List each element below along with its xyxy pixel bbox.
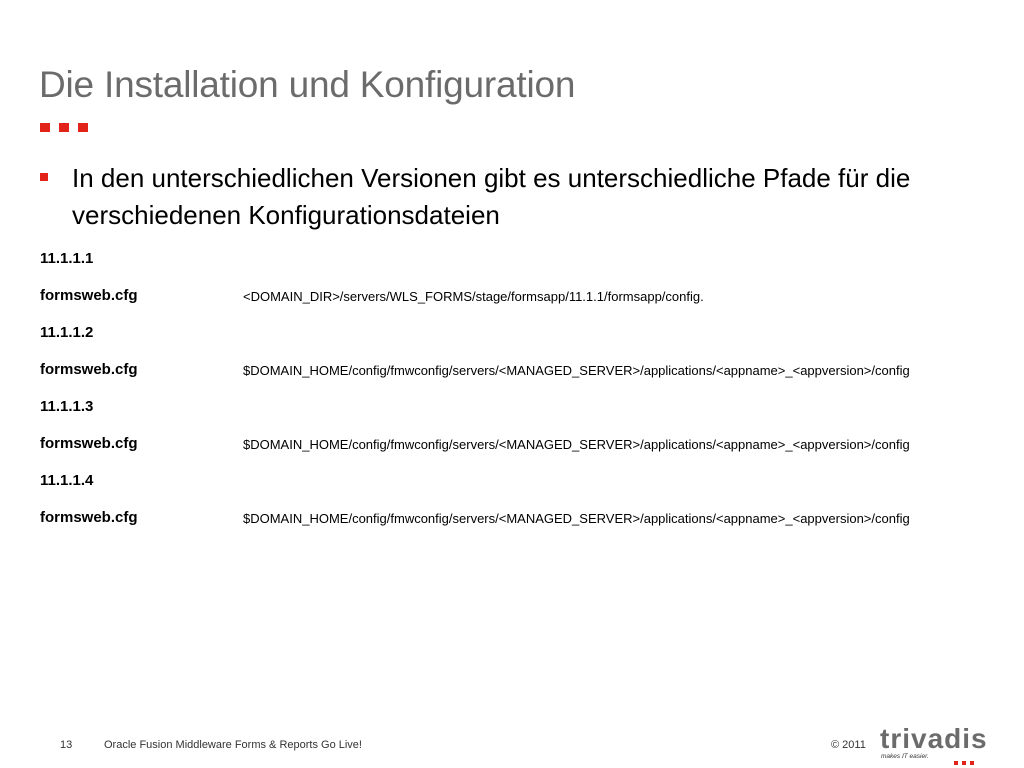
version-row [40, 398, 1000, 435]
bullet-square-icon [40, 173, 48, 181]
copyright: © 2011 [831, 739, 866, 751]
accent-dot [40, 123, 50, 132]
config-row [40, 435, 1000, 472]
row-path: $DOMAIN_HOME/config/fmwconfig/servers/<MANAGED_SERVER>/applications/<appname>_<appversion>/config [243, 437, 910, 452]
row-label: 11.1.1.4 [40, 472, 94, 489]
logo-dot [954, 761, 958, 765]
row-label: formsweb.cfg [40, 435, 138, 452]
version-row [40, 324, 1000, 361]
row-path: <DOMAIN_DIR>/servers/WLS_FORMS/stage/formsapp/11.1.1/formsapp/config. [243, 289, 704, 304]
version-row [40, 472, 1000, 509]
bullet-item [40, 160, 940, 234]
page-number: 13 [60, 739, 73, 751]
slide-title: Die Installation und Konfiguration [39, 64, 576, 105]
row-path: $DOMAIN_HOME/config/fmwconfig/servers/<MANAGED_SERVER>/applications/<appname>_<appversion>/config [243, 511, 910, 526]
row-label: 11.1.1.2 [40, 324, 94, 341]
logo-wordmark: trivadis [880, 723, 988, 754]
row-path: $DOMAIN_HOME/config/fmwconfig/servers/<MANAGED_SERVER>/applications/<appname>_<appversion>/config [243, 363, 910, 378]
row-label: formsweb.cfg [40, 361, 138, 378]
logo-tagline: makes IT easier. [881, 753, 929, 760]
row-label: 11.1.1.1 [40, 250, 94, 267]
bullet-text: In den unterschiedlichen Versionen gibt es unterschiedliche Pfade für die verschiedenen Konfigurationsdateien [72, 163, 911, 230]
logo-dot [970, 761, 974, 765]
logo-dot [962, 761, 966, 765]
version-row [40, 250, 1000, 287]
presentation-title: Oracle Fusion Middleware Forms & Reports Go Live! [104, 739, 362, 751]
config-row [40, 509, 1000, 546]
trivadis-logo [880, 722, 990, 768]
accent-dot [59, 123, 69, 132]
row-label: 11.1.1.3 [40, 398, 94, 415]
row-label: formsweb.cfg [40, 287, 138, 304]
accent-dot [78, 123, 88, 132]
title-accent-dots [40, 123, 88, 132]
config-path-list [40, 250, 1000, 546]
row-label: formsweb.cfg [40, 509, 138, 526]
config-row [40, 287, 1000, 324]
config-row [40, 361, 1000, 398]
